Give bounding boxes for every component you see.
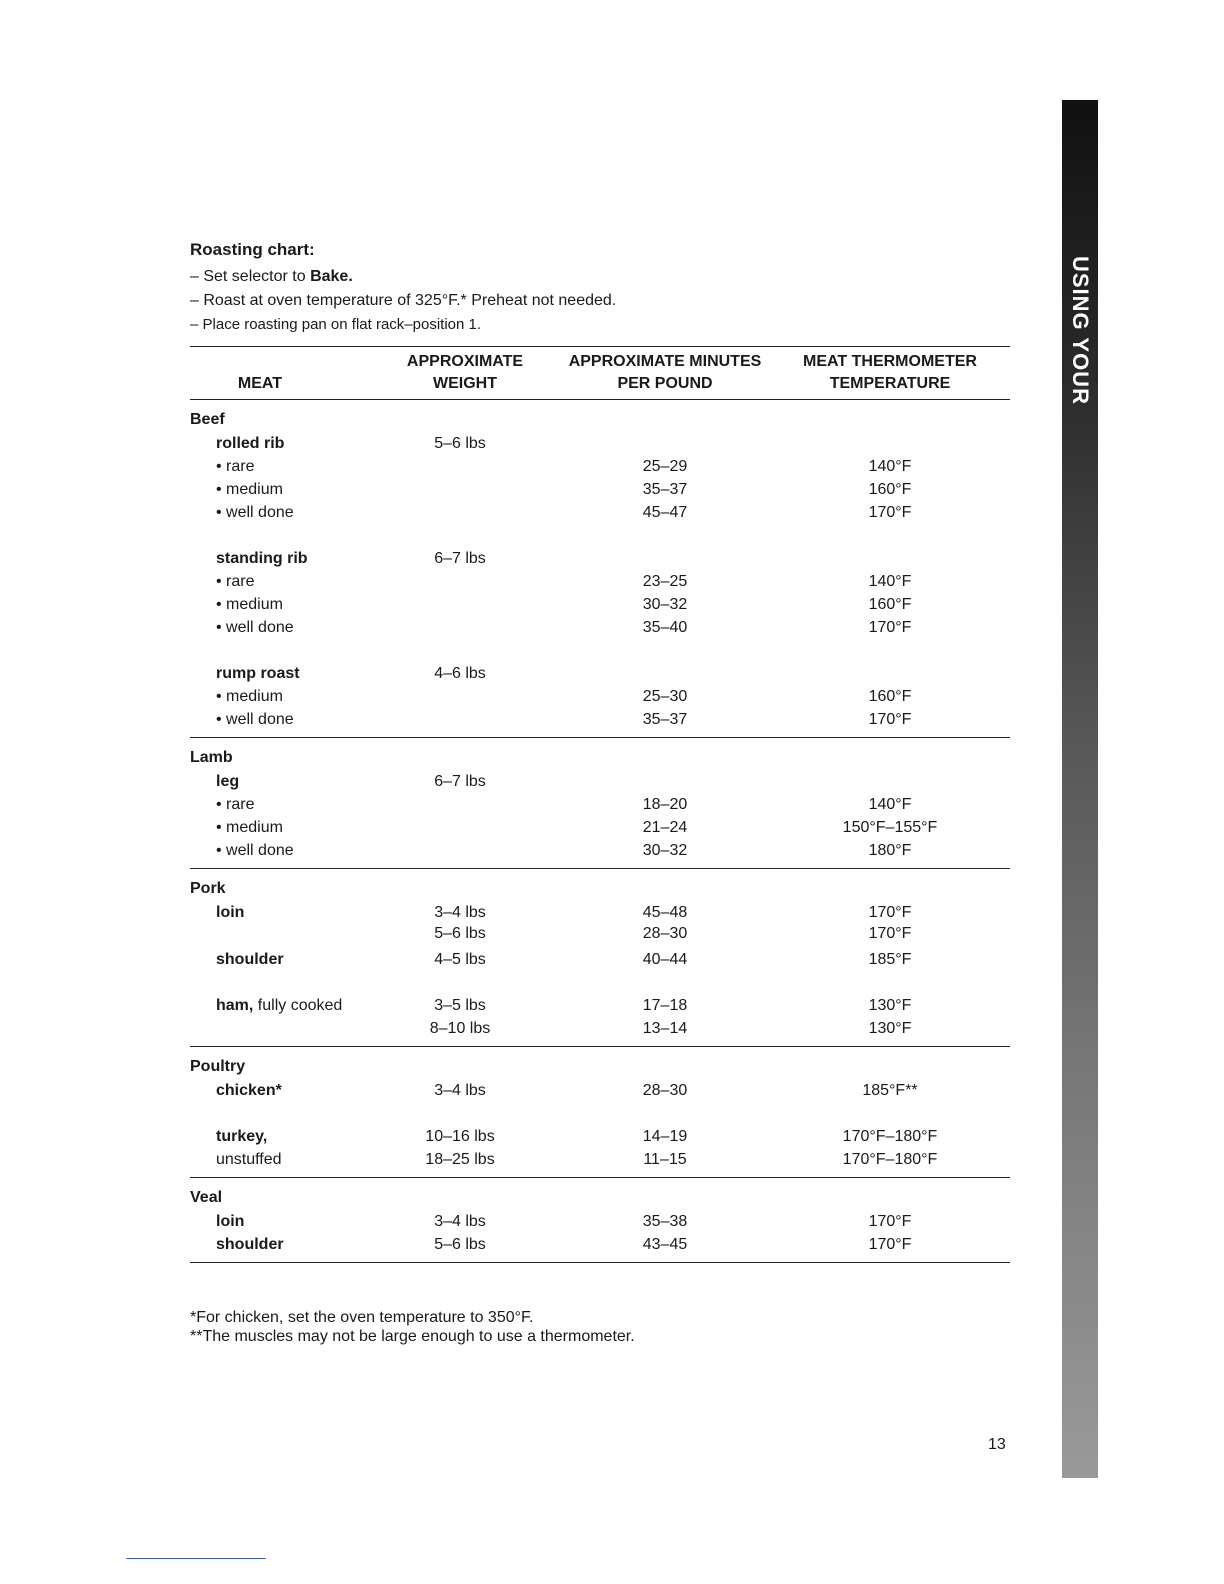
table-row: • medium 25–30 160°F [216, 688, 912, 705]
table-row: • rare 25–29 140°F [216, 458, 912, 475]
table-row: shoulder 4–5 lbs 40–44 185°F [216, 951, 912, 968]
table-row: shoulder 5–6 lbs 43–45 170°F [216, 1236, 912, 1253]
table-row: • medium 21–24 150°F–155°F [216, 819, 938, 836]
header-minutes: APPROXIMATE MINUTES PER POUND [568, 353, 762, 392]
table-row: • rare 23–25 140°F [216, 573, 912, 590]
table-row: loin 3–4 lbs 35–38 170°F [216, 1213, 912, 1230]
intro [190, 240, 1010, 340]
table-row: loin 3–4 lbs 45–48 170°F [216, 904, 912, 921]
table-row: • rare 18–20 140°F [216, 796, 912, 813]
table-row: • medium 35–37 160°F [216, 481, 912, 498]
header-weight: APPROXIMATE WEIGHT [406, 353, 524, 392]
side-tab-label: USING YOUR OVEN [1040, 255, 1093, 405]
header-meat: MEAT [237, 375, 283, 392]
group-lamb [190, 738, 1010, 869]
table-row: unstuffed 18–25 lbs 11–15 170°F–180°F [216, 1151, 938, 1168]
table-row: • well done 35–37 170°F [216, 711, 912, 728]
footnote-thermometer: **The muscles may not be large enough to use a thermometer. [190, 1328, 635, 1345]
group-name: Poultry [190, 1058, 246, 1075]
table-row: turkey, 10–16 lbs 14–19 170°F–180°F [216, 1128, 938, 1145]
table-row: rump roast 4–6 lbs [216, 665, 486, 682]
table-row: chicken* 3–4 lbs 28–30 185°F** [216, 1082, 918, 1099]
intro-line-2: – Roast at oven temperature of 325°F.* Preheat not needed. [190, 292, 617, 309]
group-beef [190, 400, 1010, 738]
group-name: Veal [190, 1189, 223, 1206]
footnotes [190, 1308, 635, 1346]
table-row: rolled rib 5–6 lbs [216, 435, 486, 452]
group-veal [190, 1178, 1010, 1263]
header-temperature: MEAT THERMOMETER TEMPERATURE [803, 353, 977, 392]
intro-line-1-bold: Bake. [310, 268, 353, 285]
roasting-table [190, 346, 1010, 1263]
footnote-chicken: *For chicken, set the oven temperature to 350°F. [190, 1309, 534, 1326]
group-name: Pork [190, 880, 226, 897]
link-underline [126, 1558, 266, 1559]
table-row: leg 6–7 lbs [216, 773, 486, 790]
table-row: • well done 35–40 170°F [216, 619, 912, 636]
table-row: 5–6 lbs 28–30 170°F [434, 925, 912, 942]
chart-title: Roasting chart: [190, 240, 315, 259]
table-row: ham, fully cooked 3–5 lbs 17–18 130°F [216, 997, 912, 1014]
group-name: Beef [190, 411, 225, 428]
intro-line-3: – Place roasting pan on flat rack–position 1. [190, 316, 482, 333]
page-number: 13 [988, 1436, 1006, 1453]
group-pork [190, 869, 1010, 1047]
table-header [190, 346, 1010, 400]
group-poultry [190, 1047, 1010, 1178]
intro-line-1 [190, 268, 1010, 286]
intro-line-1-text: – Set selector to [190, 268, 311, 285]
table-row: 8–10 lbs 13–14 130°F [429, 1020, 912, 1037]
table-row: • well done 30–32 180°F [216, 842, 912, 859]
table-row: • well done 45–47 170°F [216, 504, 912, 521]
table-row: standing rib 6–7 lbs [216, 550, 486, 567]
table-row: • medium 30–32 160°F [216, 596, 912, 613]
group-name: Lamb [190, 749, 233, 766]
